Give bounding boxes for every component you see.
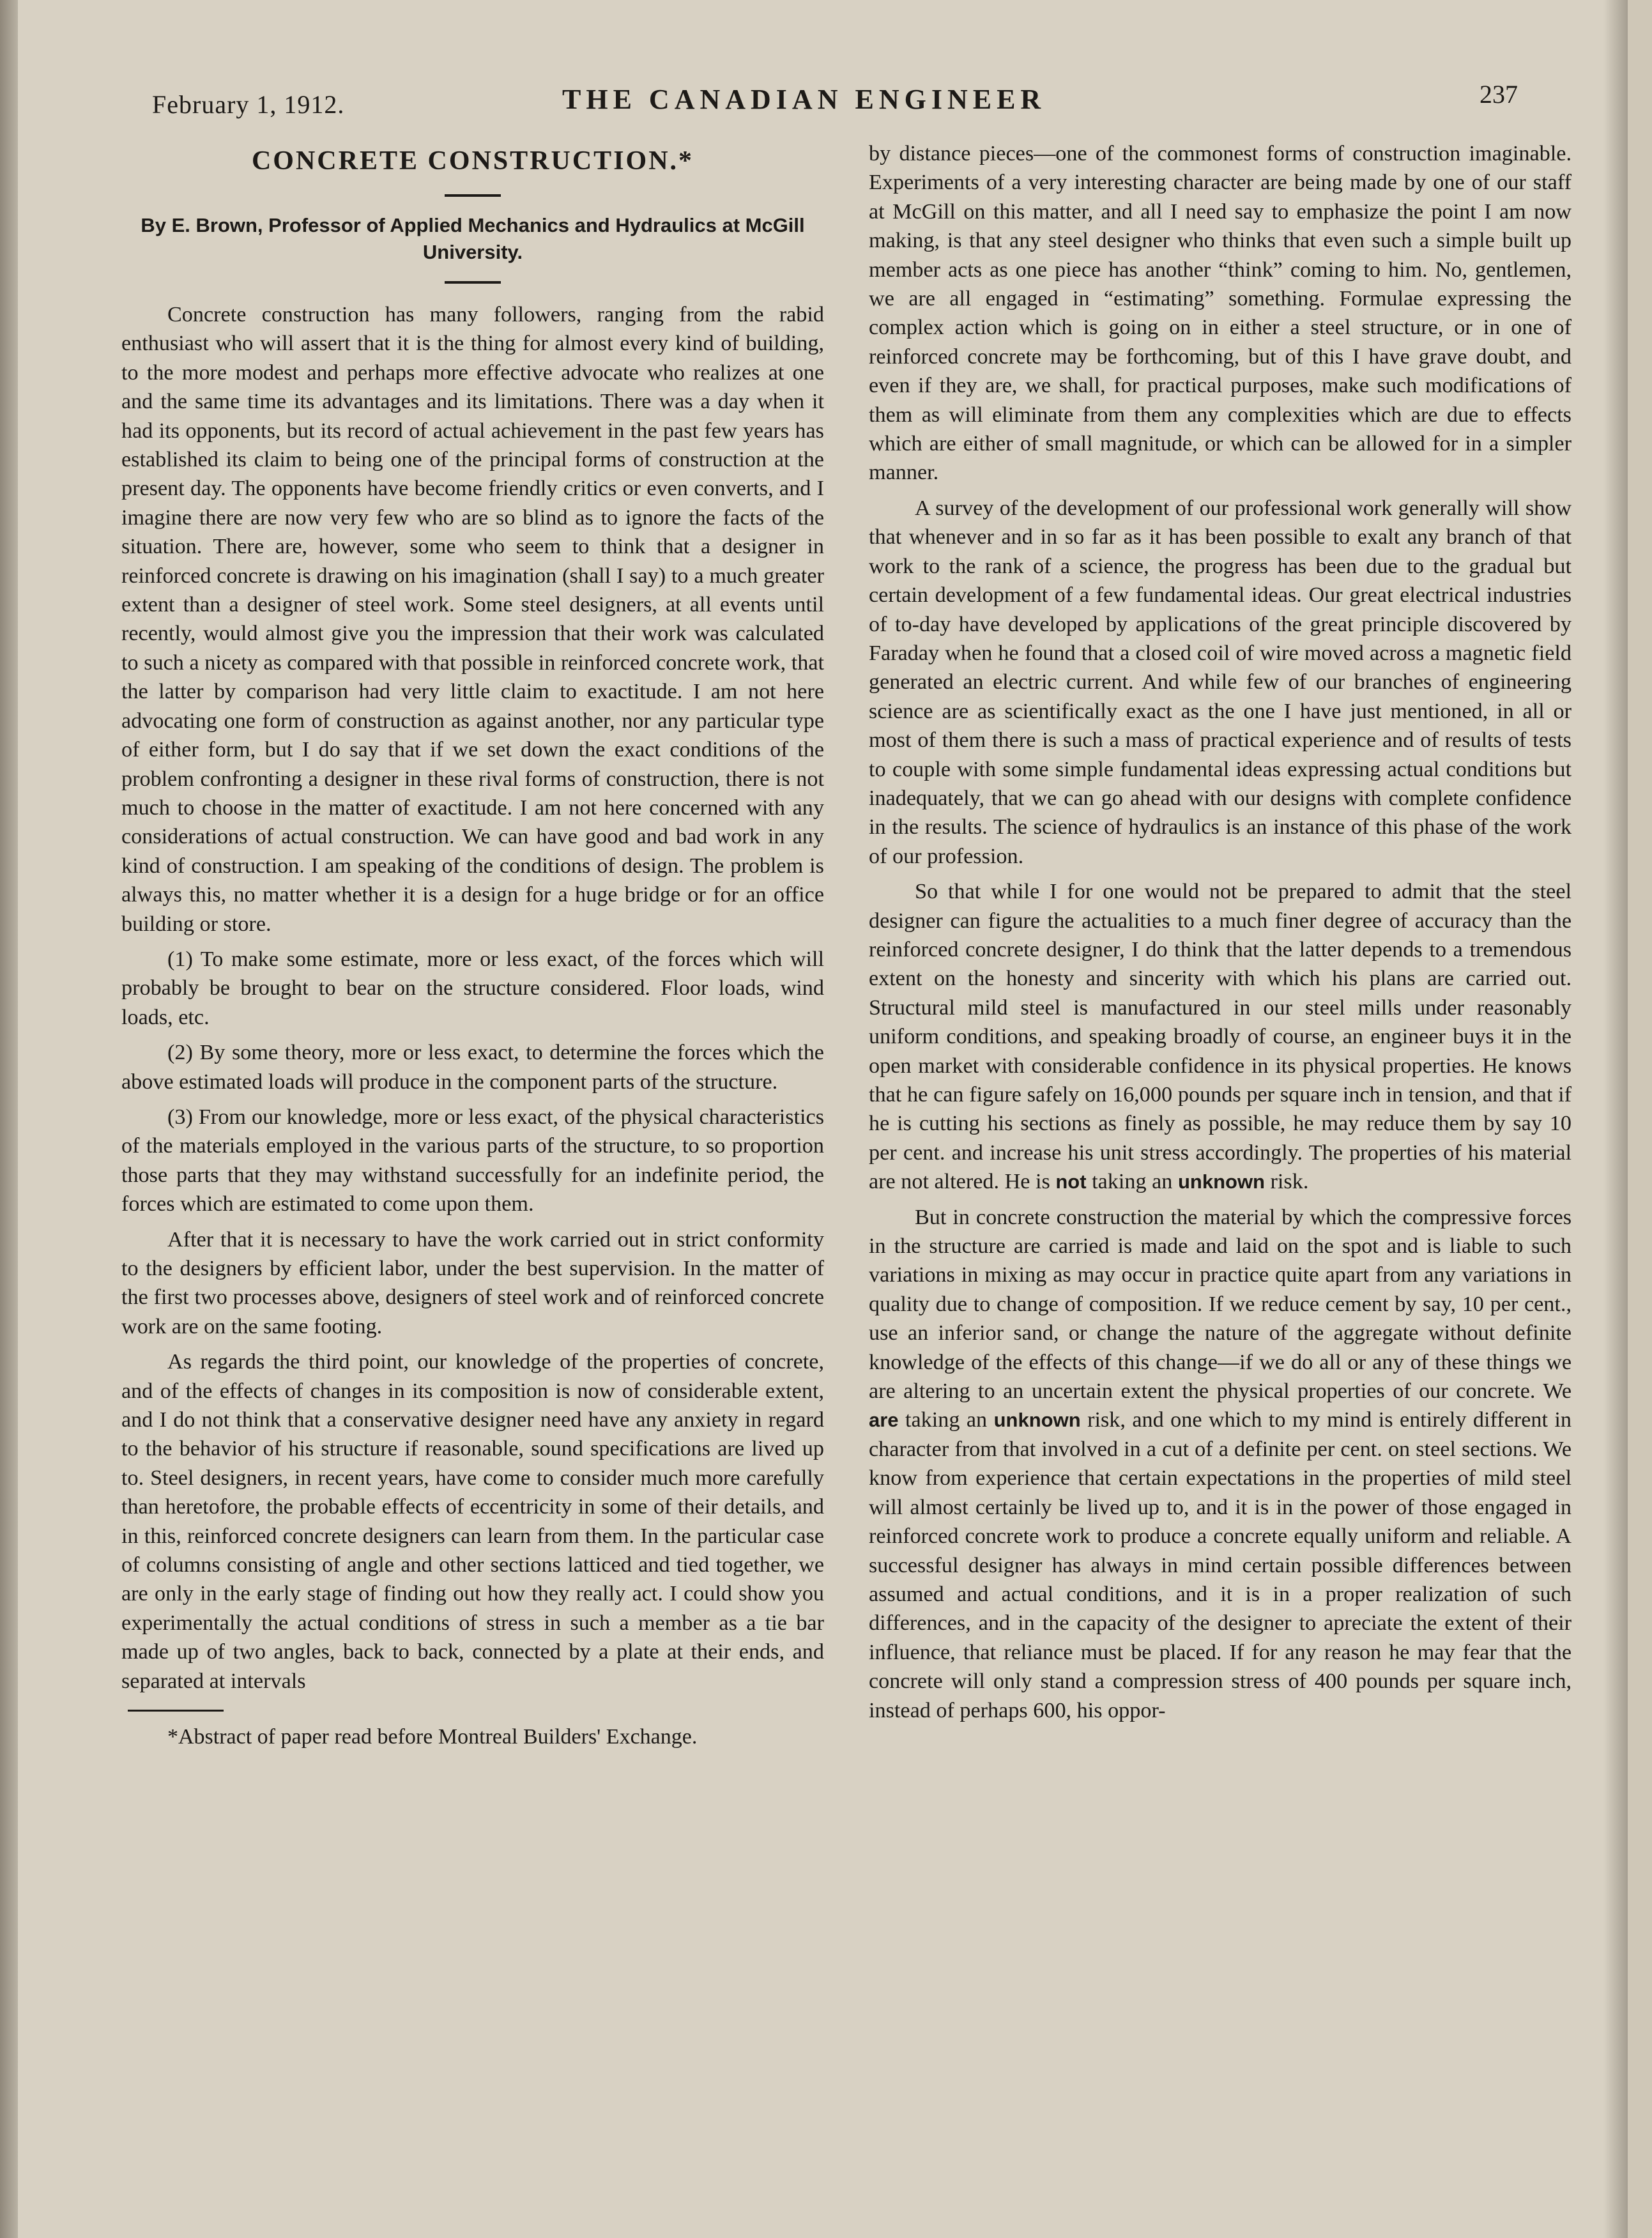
body-paragraph: by distance pieces—one of the commonest forms of construction imaginable. Experiments of a very interesting character are being made by one of our staff at McGill on this matter, and all I need say to emphasize the point I am now making, is that any steel designer who thinks that even such a simple built up member acts as one piece has another “think” coming to him. No, gentlemen, we are all engaged in “estimating” something. Formulae expressing the complex action which is going on in either a steel structure, or in one of reinforced concrete may be forthcoming, but of this I have grave doubt, and even if they are, we shall, for practical purposes, make such modifications of them as will eliminate from them any complexities which are due to effects which are either of small magnitude, or which can be allowed for in a simpler manner. [869, 142, 1572, 485]
paragraph-text: taking an [1092, 1170, 1173, 1194]
paragraph-text: risk. [1270, 1170, 1309, 1194]
emphasis-unknown: unknown [1177, 1170, 1265, 1193]
header-publication-title: THE CANADIAN ENGINEER [562, 84, 1046, 115]
footnote: *Abstract of paper read before Montreal Builders' Exchange. [167, 1725, 698, 1749]
body-paragraph [869, 877, 1572, 1196]
right-column [869, 139, 1572, 1725]
paragraph-text: reliance must be placed. If for any reason he may fear that the concrete will only stand a compression stress of 400 pounds per square inch, instead of perhaps 600, his oppor- [869, 1640, 1572, 1722]
paragraph-text: taking an [905, 1408, 988, 1432]
running-header [0, 78, 1652, 123]
paragraph-text: So that while I for one would not be prepared to admit that the steel designer can figure the actualities to a much finer degree of accuracy than the reinforced concrete designer, I do think that the latter depends to a tremendous extent on the honesty and sincerity with which his plans are carried out. Structural mild steel is manufactured in our steel mills under reasonably uniform conditions, and speaking broadly of course, an engineer buys it in the open market with considerable confidence in its physical properties. He knows that he can figure safely on 16,000 pounds per square inch in tension, and that if he is cutting his sections as finely as possible, he may reduce them by say 10 per cent. and increase his unit stress accordingly. The properties of his material are not altered. He is [869, 880, 1572, 1194]
body-paragraph: Concrete construction has many followers, ranging from the rabid enthusiast who will assert that it is the thing for almost every kind of building, to the more modest and perhaps more effective advocate who realizes at one and the same time its advantages and its limitations. There was a day when it had its opponents, but its record of actual achievement in the past few years has established its claim to being one of the principal forms of construction at the present day. The opponents have become friendly critics or even converts, and I imagine there are now very few who are so blind as to ignore the facts of the situation. There are, however, some who seem to think that a designer in reinforced concrete is drawing on his imagination (shall I say) to a much greater extent than a designer of steel work. Some steel designers, at all events until recently, would almost give you the impression that their work was calculated to such a nicety as compared with that possible in reinforced concrete work, that the latter by comparison had very little claim to exactitude. I am not here advocating one form of construction as against another, nor any particular type of either form, but I do say that if we set down the exact conditions of the problem confronting a designer in these rival forms of construction, there is not much to choose in the matter of exactitude. I am not here concerned with any considerations of actual construction. We can have good and bad work in any kind of construction. I am speaking of the conditions of design. The problem is always this, no matter whether it is a design for a huge bridge or for an office building or store. [121, 303, 824, 936]
paragraph-text: risk, and one which to my mind is entirely different in character from that involved in a cut of a definite per cent. on steel sections. We know from experience that certain expectations in the properties of mild steel will almost certainly be lived up to, and it is in the power of those engaged in reinforced concrete work to produce a concrete equally uniform and reliable. A successful designer has always in mind certain possible differences between assumed and actual conditions, and it is in a proper realization of such differences, and in the capacity of the designer to apreciate the extent of their influence, that [869, 1408, 1572, 1664]
byline-divider [445, 281, 501, 284]
article-title: CONCRETE CONSTRUCTION.* [251, 146, 694, 176]
header-date: February 1, 1912. [152, 90, 345, 119]
emphasis-not: not [1055, 1170, 1087, 1193]
body-paragraph: As regards the third point, our knowledge of the properties of concrete, and of the effects of changes in its composition is now of considerable extent, and I do not think that a conservative designer need have any anxiety in regard to the behavior of his structure if reasonable, sound specifications are lived up to. Steel designers, in recent years, have come to consider much more carefully than heretofore, the probable effects of eccentricity in some of their details, and in this, reinforced concrete designers can learn from them. In the particular case of columns consisting of angle and other sections latticed and tied together, we are only in the early stage of finding out how they really act. I could show you experimentally the actual conditions of stress in such a member as a tie bar made up of two angles, back to back, connected by a plate at their ends, and separated at intervals [121, 1350, 824, 1693]
footnote-rule [128, 1710, 224, 1712]
body-paragraph: After that it is necessary to have the work carried out in strict conformity to the designers by efficient labor, under the best supervision. In the matter of the first two processes above, designers of steel work and of reinforced concrete work are on the same footing. [121, 1227, 824, 1338]
paragraph-text: But in concrete construction the material by which the compressive forces in the structure are carried is made and laid on the spot and is liable to such variations in mixing as may occur in practice quite apart from any variations in quality due to change of composition. If we reduce cement by say, 10 per cent., use an inferior sand, or change the nature of the aggregate without definite knowledge of the effects of this change—if we do all or any of these things we are altering to an uncertain extent the physical properties of our concrete. We [869, 1205, 1572, 1404]
title-divider [445, 194, 501, 197]
page-edge-shadow [1603, 0, 1628, 2238]
body-paragraph: (3) From our knowledge, more or less exact, of the physical characteristics of the materials employed in the various parts of the structure, to so proportion those parts that they may withstand successfully for an indefinite period, the forces which are estimated to come upon them. [121, 1105, 824, 1216]
body-paragraph: (2) By some theory, more or less exact, to determine the forces which the above estimated loads will produce in the component parts of the structure. [121, 1041, 824, 1094]
body-paragraph [869, 1203, 1572, 1725]
emphasis-are: are [869, 1409, 899, 1432]
left-column [121, 139, 824, 1751]
header-page-number: 237 [1480, 80, 1518, 109]
emphasis-unknown: unknown [993, 1409, 1081, 1432]
body-paragraph: A survey of the development of our professional work generally will show that whenever and in so far as it has been possible to exalt any branch of that work to the rank of a science, the progress has been due to the gradual but certain development of a few fundamental ideas. Our great electrical industries of to-day have developed by applications of the great principle discovered by Faraday when he found that a closed coil of wire moved across a magnetic field generated an electric current. And while few of our branches of engineering science are as scientifically exact as the one I have just mentioned, in all or most of them there is such a mass of practical experience and of results of tests to couple with some simple fundamental ideas expressing actual conditions but inadequately, that we can go ahead with our designs with complete confidence in the results. The science of hydraulics is an instance of this phase of the work of our profession. [869, 496, 1572, 868]
article-byline: By E. Brown, Professor of Applied Mechanics and Hydraulics at McGill University. [141, 214, 805, 263]
page-gutter-shadow [0, 0, 18, 2238]
body-paragraph: (1) To make some estimate, more or less exact, of the forces which will probably be brought to bear on the structure considered. Floor loads, wind loads, etc. [121, 947, 824, 1029]
